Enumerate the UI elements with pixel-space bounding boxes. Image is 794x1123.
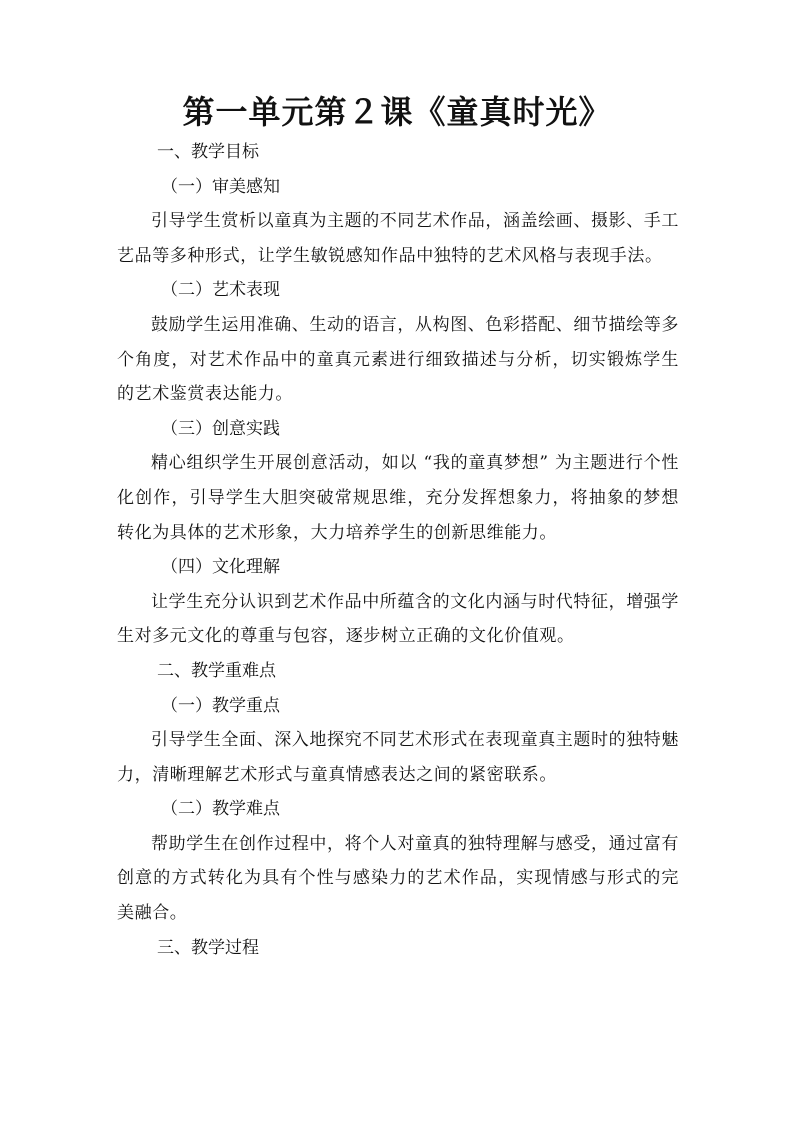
- paragraph-teaching-focus: 引导学生全面、深入地探究不同艺术形式在表现童真主题时的独特魅力，清晰理解艺术形式与童真情感表达之间的紧密联系。: [117, 730, 679, 785]
- subheading-creative-practice: （三）创意实践: [161, 418, 280, 439]
- subheading-teaching-difficulty: （二）教学难点: [161, 799, 280, 820]
- paragraph-cultural-understanding: 让学生充分认识到艺术作品中所蕴含的文化内涵与时代特征，增强学生对多元文化的尊重与包容，逐步树立正确的文化价值观。: [117, 591, 679, 647]
- subheading-artistic-expression: （二）艺术表现: [161, 280, 280, 301]
- section-heading-key-difficult-points: 二、教学重难点: [157, 660, 276, 681]
- paragraph-aesthetic-perception: 引导学生赏析以童真为主题的不同艺术作品，涵盖绘画、摄影、手工艺品等多种形式，让学生敏锐感知作品中独特的艺术风格与表现手法。: [117, 211, 679, 266]
- paragraph-creative-practice: 精心组织学生开展创意活动，如以 “我的童真梦想” 为主题进行个性化创作，引导学生大胆突破常规思维，充分发挥想象力，将抽象的梦想转化为具体的艺术形象，大力培养学生的创新思维能力。: [117, 453, 679, 543]
- paragraph-artistic-expression: 鼓励学生运用准确、生动的语言，从构图、色彩搭配、细节描绘等多个角度，对艺术作品中的童真元素进行细致描述与分析，切实锻炼学生的艺术鉴赏表达能力。: [117, 314, 679, 405]
- section-heading-teaching-process: 三、教学过程: [157, 937, 259, 958]
- paragraph-teaching-difficulty: 帮助学生在创作过程中，将个人对童真的独特理解与感受，通过富有创意的方式转化为具有个性与感染力的艺术作品，实现情感与形式的完美融合。: [117, 833, 679, 924]
- section-heading-objectives: 一、教学目标: [157, 142, 259, 162]
- document-body: [117, 135, 679, 965]
- subheading-aesthetic-perception: （一）审美感知: [161, 176, 280, 197]
- subheading-teaching-focus: （一）教学重点: [161, 695, 280, 716]
- document-title: 第一单元第２课《童真时光》: [182, 93, 612, 131]
- subheading-cultural-understanding: （四）文化理解: [161, 557, 280, 578]
